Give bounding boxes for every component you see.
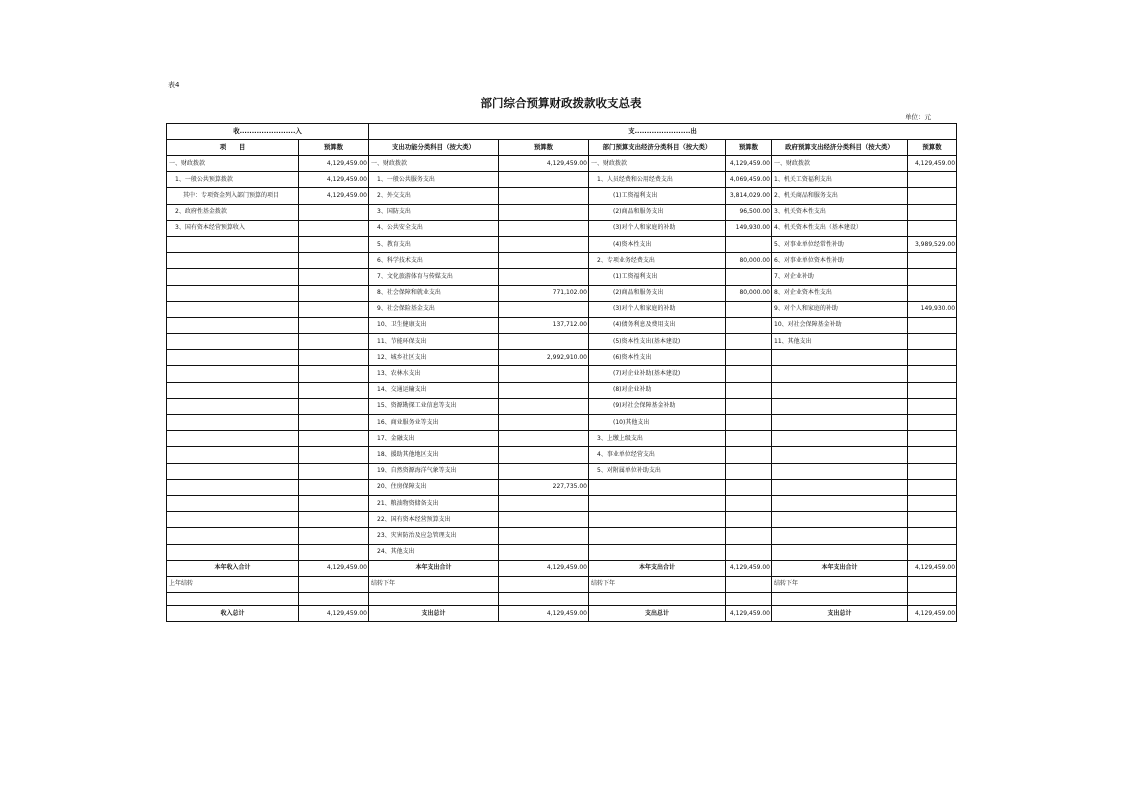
table-row — [167, 236, 957, 252]
gov-econ-item-cell — [772, 431, 908, 447]
dept-econ-item-cell: (2)商品和服务支出 — [589, 204, 726, 220]
dept-econ-item-cell — [589, 512, 726, 528]
income-item-cell — [167, 334, 299, 350]
dept-econ-item-cell: (5)资本性支出(基本建设) — [589, 334, 726, 350]
column-header-row — [167, 140, 957, 156]
dept-econ-amount-cell: 4,129,459.00 — [726, 156, 772, 172]
col-item-header: 项 目 — [167, 140, 299, 156]
gov-econ-amount-cell — [908, 253, 957, 269]
gov-econ-item-cell: 一、财政拨款 — [772, 156, 908, 172]
dept-grand-value: 4,129,459.00 — [726, 606, 772, 622]
func-amount-cell — [499, 398, 589, 414]
func-item-cell: 22、国有资本经营预算支出 — [369, 512, 499, 528]
func-amount-cell: 227,735.00 — [499, 479, 589, 495]
dept-econ-amount-cell: 149,930.00 — [726, 220, 772, 236]
func-amount-cell: 4,129,459.00 — [499, 156, 589, 172]
income-grand-value: 4,129,459.00 — [299, 606, 369, 622]
gov-econ-amount-cell — [908, 334, 957, 350]
income-item-cell — [167, 415, 299, 431]
dept-econ-amount-cell — [726, 366, 772, 382]
gov-econ-amount-cell — [908, 398, 957, 414]
annual-total-row — [167, 560, 957, 576]
expense-grand-label: 支出总计 — [772, 606, 908, 622]
func-amount-cell — [499, 204, 589, 220]
gov-econ-item-cell: 2、机关商品和服务支出 — [772, 188, 908, 204]
income-item-cell — [167, 285, 299, 301]
col-amount-header: 预算数 — [908, 140, 957, 156]
gov-econ-amount-cell — [908, 495, 957, 511]
income-item-cell — [167, 512, 299, 528]
gov-econ-item-cell — [772, 479, 908, 495]
income-amount-cell — [299, 463, 369, 479]
table-row — [167, 204, 957, 220]
table-row — [167, 269, 957, 285]
dept-econ-amount-cell — [726, 415, 772, 431]
table-row — [167, 301, 957, 317]
income-item-cell: 3、国有资本经营预算收入 — [167, 220, 299, 236]
func-amount-cell — [499, 301, 589, 317]
carry-out-label: 结转下年 — [772, 576, 908, 592]
func-item-cell: 一、财政拨款 — [369, 156, 499, 172]
income-item-cell: 其中：专项资金列入部门预算的项目 — [167, 188, 299, 204]
dept-econ-amount-cell — [726, 269, 772, 285]
expense-total-label: 本年支出合计 — [772, 560, 908, 576]
gov-econ-item-cell: 5、对事业单位经常性补助 — [772, 236, 908, 252]
gov-econ-amount-cell — [908, 204, 957, 220]
gov-econ-item-cell — [772, 366, 908, 382]
dept-econ-amount-cell — [726, 350, 772, 366]
income-item-cell — [167, 544, 299, 560]
income-item-cell — [167, 366, 299, 382]
gov-econ-amount-cell — [908, 188, 957, 204]
income-item-cell — [167, 317, 299, 333]
gov-econ-amount-cell: 4,129,459.00 — [908, 156, 957, 172]
func-item-cell: 10、卫生健康支出 — [369, 317, 499, 333]
dept-econ-item-cell: (4)资本性支出 — [589, 236, 726, 252]
dept-econ-amount-cell — [726, 334, 772, 350]
carry-out-value — [726, 576, 772, 592]
income-amount-cell — [299, 479, 369, 495]
income-amount-cell — [299, 334, 369, 350]
dept-econ-amount-cell — [726, 382, 772, 398]
col-gov-econ-header: 政府预算支出经济分类科目（按大类） — [772, 140, 908, 156]
func-amount-cell: 2,992,910.00 — [499, 350, 589, 366]
carry-in-label: 上年结转 — [167, 576, 299, 592]
func-amount-cell — [499, 431, 589, 447]
expense-header: 支.......................出 — [369, 124, 957, 140]
carry-in-value — [299, 576, 369, 592]
income-amount-cell — [299, 317, 369, 333]
gov-econ-item-cell: 3、机关资本性支出 — [772, 204, 908, 220]
func-item-cell: 24、其他支出 — [369, 544, 499, 560]
dept-econ-amount-cell — [726, 301, 772, 317]
gov-econ-item-cell — [772, 447, 908, 463]
dept-econ-item-cell: (4)债务利息及费用支出 — [589, 317, 726, 333]
spacer-row — [167, 593, 957, 606]
income-item-cell — [167, 479, 299, 495]
gov-econ-item-cell: 9、对个人和家庭的补助 — [772, 301, 908, 317]
income-item-cell — [167, 447, 299, 463]
income-amount-cell — [299, 285, 369, 301]
gov-econ-item-cell: 4、机关资本性支出（基本建设） — [772, 220, 908, 236]
dept-econ-item-cell: 1、人员经费和公用经费支出 — [589, 172, 726, 188]
func-item-cell: 15、资源勘探工业信息等支出 — [369, 398, 499, 414]
gov-econ-amount-cell — [908, 447, 957, 463]
func-item-cell: 1、一般公共服务支出 — [369, 172, 499, 188]
income-amount-cell — [299, 528, 369, 544]
income-amount-cell — [299, 431, 369, 447]
dept-econ-item-cell: (3)对个人和家庭的补助 — [589, 301, 726, 317]
func-item-cell: 7、文化旅游体育与传媒支出 — [369, 269, 499, 285]
dept-econ-item-cell — [589, 495, 726, 511]
table-number: 表4 — [168, 81, 180, 89]
gov-econ-amount-cell — [908, 479, 957, 495]
dept-econ-item-cell: 一、财政拨款 — [589, 156, 726, 172]
income-item-cell — [167, 398, 299, 414]
func-amount-cell — [499, 172, 589, 188]
gov-econ-amount-cell — [908, 512, 957, 528]
col-dept-econ-header: 部门预算支出经济分类科目（按大类） — [589, 140, 726, 156]
gov-econ-item-cell — [772, 528, 908, 544]
table-row — [167, 382, 957, 398]
income-item-cell — [167, 431, 299, 447]
income-item-cell — [167, 269, 299, 285]
table-row — [167, 285, 957, 301]
income-amount-cell — [299, 382, 369, 398]
func-item-cell: 9、社会保险基金支出 — [369, 301, 499, 317]
gov-econ-amount-cell — [908, 366, 957, 382]
dept-econ-item-cell: (7)对企业补助(基本建设) — [589, 366, 726, 382]
gov-econ-item-cell — [772, 512, 908, 528]
dept-econ-item-cell: (9)对社会保障基金补助 — [589, 398, 726, 414]
income-grand-label: 收入总计 — [167, 606, 299, 622]
table-row — [167, 253, 957, 269]
table-row — [167, 495, 957, 511]
table-row — [167, 188, 957, 204]
carry-out-value — [499, 576, 589, 592]
dept-econ-amount-cell — [726, 317, 772, 333]
income-amount-cell — [299, 366, 369, 382]
func-amount-cell — [499, 512, 589, 528]
income-amount-cell — [299, 350, 369, 366]
gov-econ-amount-cell: 149,930.00 — [908, 301, 957, 317]
expense-total-label: 本年支出合计 — [369, 560, 499, 576]
income-amount-cell — [299, 253, 369, 269]
dept-econ-amount-cell: 4,069,459.00 — [726, 172, 772, 188]
gov-econ-amount-cell — [908, 528, 957, 544]
income-amount-cell — [299, 398, 369, 414]
gov-econ-item-cell — [772, 544, 908, 560]
func-item-cell: 6、科学技术支出 — [369, 253, 499, 269]
table-row — [167, 220, 957, 236]
func-amount-cell — [499, 366, 589, 382]
table-row — [167, 447, 957, 463]
income-total-label: 本年收入合计 — [167, 560, 299, 576]
income-item-cell — [167, 253, 299, 269]
income-item-cell — [167, 528, 299, 544]
dept-econ-item-cell: (2)商品和服务支出 — [589, 285, 726, 301]
income-amount-cell — [299, 301, 369, 317]
func-amount-cell — [499, 253, 589, 269]
income-item-cell — [167, 350, 299, 366]
expense-grand-label: 支出总计 — [369, 606, 499, 622]
gov-econ-amount-cell — [908, 544, 957, 560]
func-amount-cell — [499, 544, 589, 560]
gov-econ-item-cell — [772, 463, 908, 479]
expense-grand-label: 支出总计 — [589, 606, 726, 622]
dept-econ-amount-cell — [726, 528, 772, 544]
income-amount-cell — [299, 544, 369, 560]
func-amount-cell — [499, 220, 589, 236]
income-item-cell: 2、政府性基金拨款 — [167, 204, 299, 220]
dept-econ-item-cell: 5、对附属单位补助支出 — [589, 463, 726, 479]
func-item-cell: 11、节能环保支出 — [369, 334, 499, 350]
income-amount-cell — [299, 220, 369, 236]
income-item-cell: 一、财政拨款 — [167, 156, 299, 172]
table-row — [167, 544, 957, 560]
carry-out-value — [908, 576, 957, 592]
dept-econ-amount-cell — [726, 431, 772, 447]
income-header: 收.......................入 — [167, 124, 369, 140]
carry-out-label: 结转下年 — [589, 576, 726, 592]
col-amount-header: 预算数 — [299, 140, 369, 156]
gov-econ-amount-cell — [908, 463, 957, 479]
dept-econ-amount-cell — [726, 495, 772, 511]
func-item-cell: 13、农林水支出 — [369, 366, 499, 382]
func-amount-cell — [499, 269, 589, 285]
gov-econ-item-cell — [772, 398, 908, 414]
func-item-cell: 5、教育支出 — [369, 236, 499, 252]
gov-econ-item-cell — [772, 415, 908, 431]
dept-econ-item-cell: 4、事业单位经营支出 — [589, 447, 726, 463]
income-amount-cell — [299, 236, 369, 252]
dept-econ-amount-cell — [726, 463, 772, 479]
dept-econ-amount-cell: 80,000.00 — [726, 253, 772, 269]
func-item-cell: 23、灾害防治及应急管理支出 — [369, 528, 499, 544]
gov-econ-item-cell — [772, 350, 908, 366]
func-item-cell: 4、公共安全支出 — [369, 220, 499, 236]
carry-out-label: 结转下年 — [369, 576, 499, 592]
table-row — [167, 463, 957, 479]
func-item-cell: 16、商业服务业等支出 — [369, 415, 499, 431]
income-amount-cell: 4,129,459.00 — [299, 172, 369, 188]
func-amount-cell — [499, 495, 589, 511]
col-amount-header: 预算数 — [499, 140, 589, 156]
gov-econ-amount-cell — [908, 382, 957, 398]
dept-econ-amount-cell — [726, 544, 772, 560]
dept-econ-item-cell: 2、专项业务经费支出 — [589, 253, 726, 269]
table-row — [167, 479, 957, 495]
income-item-cell — [167, 495, 299, 511]
gov-econ-item-cell: 10、对社会保障基金补助 — [772, 317, 908, 333]
table-row — [167, 172, 957, 188]
gov-econ-item-cell: 11、其他支出 — [772, 334, 908, 350]
income-amount-cell: 4,129,459.00 — [299, 156, 369, 172]
func-grand-value: 4,129,459.00 — [499, 606, 589, 622]
func-item-cell: 19、自然资源海洋气象等支出 — [369, 463, 499, 479]
func-amount-cell — [499, 188, 589, 204]
income-amount-cell — [299, 495, 369, 511]
gov-econ-item-cell — [772, 382, 908, 398]
dept-econ-amount-cell: 96,500.00 — [726, 204, 772, 220]
dept-econ-amount-cell — [726, 479, 772, 495]
func-item-cell: 18、援助其他地区支出 — [369, 447, 499, 463]
gov-econ-amount-cell — [908, 350, 957, 366]
func-amount-cell — [499, 415, 589, 431]
func-amount-cell: 137,712.00 — [499, 317, 589, 333]
page-title: 部门综合预算财政拨款收支总表 — [480, 96, 642, 110]
func-item-cell: 17、金融支出 — [369, 431, 499, 447]
income-amount-cell — [299, 415, 369, 431]
gov-econ-item-cell: 8、对企业资本性支出 — [772, 285, 908, 301]
table-row — [167, 350, 957, 366]
func-item-cell: 20、住房保障支出 — [369, 479, 499, 495]
dept-econ-item-cell: 3、上缴上级支出 — [589, 431, 726, 447]
table-row — [167, 156, 957, 172]
income-item-cell — [167, 382, 299, 398]
income-amount-cell — [299, 269, 369, 285]
func-amount-cell — [499, 528, 589, 544]
dept-econ-item-cell — [589, 528, 726, 544]
func-amount-cell — [499, 447, 589, 463]
category-header-row — [167, 124, 957, 140]
func-amount-cell — [499, 463, 589, 479]
dept-econ-amount-cell — [726, 398, 772, 414]
table-row — [167, 528, 957, 544]
dept-econ-item-cell: (1)工资福利支出 — [589, 269, 726, 285]
dept-econ-item-cell — [589, 479, 726, 495]
table-row — [167, 415, 957, 431]
func-item-cell: 3、国防支出 — [369, 204, 499, 220]
func-amount-cell — [499, 382, 589, 398]
income-item-cell: 1、一般公共预算拨款 — [167, 172, 299, 188]
income-item-cell — [167, 463, 299, 479]
table-row — [167, 317, 957, 333]
table-row — [167, 334, 957, 350]
dept-econ-amount-cell — [726, 447, 772, 463]
unit-label: 单位：元 — [905, 113, 931, 121]
dept-econ-amount-cell: 3,814,029.00 — [726, 188, 772, 204]
col-amount-header: 预算数 — [726, 140, 772, 156]
grand-total-row — [167, 606, 957, 622]
table-row — [167, 366, 957, 382]
gov-econ-amount-cell — [908, 431, 957, 447]
dept-econ-item-cell — [589, 544, 726, 560]
func-item-cell: 8、社会保障和就业支出 — [369, 285, 499, 301]
func-item-cell: 12、城乡社区支出 — [369, 350, 499, 366]
dept-econ-item-cell: (3)对个人和家庭的补助 — [589, 220, 726, 236]
income-amount-cell — [299, 512, 369, 528]
func-total-value: 4,129,459.00 — [499, 560, 589, 576]
income-amount-cell — [299, 447, 369, 463]
dept-econ-item-cell: (1)工资福利支出 — [589, 188, 726, 204]
table-row — [167, 512, 957, 528]
dept-econ-amount-cell — [726, 512, 772, 528]
dept-total-value: 4,129,459.00 — [726, 560, 772, 576]
income-total-value: 4,129,459.00 — [299, 560, 369, 576]
table-row — [167, 431, 957, 447]
income-amount-cell — [299, 204, 369, 220]
gov-econ-amount-cell — [908, 220, 957, 236]
gov-econ-item-cell: 1、机关工资福利支出 — [772, 172, 908, 188]
func-amount-cell — [499, 236, 589, 252]
table-row — [167, 398, 957, 414]
gov-econ-item-cell: 7、对企业补助 — [772, 269, 908, 285]
gov-econ-amount-cell — [908, 285, 957, 301]
budget-table — [166, 123, 957, 622]
gov-econ-item-cell: 6、对事业单位资本性补助 — [772, 253, 908, 269]
gov-total-value: 4,129,459.00 — [908, 560, 957, 576]
dept-econ-item-cell: (6)资本性支出 — [589, 350, 726, 366]
col-func-header: 支出功能分类科目（按大类） — [369, 140, 499, 156]
func-amount-cell: 771,102.00 — [499, 285, 589, 301]
gov-econ-amount-cell — [908, 317, 957, 333]
expense-total-label: 本年支出合计 — [589, 560, 726, 576]
func-amount-cell — [499, 334, 589, 350]
gov-econ-amount-cell — [908, 269, 957, 285]
income-item-cell — [167, 236, 299, 252]
func-item-cell: 2、外交支出 — [369, 188, 499, 204]
gov-econ-item-cell — [772, 495, 908, 511]
func-item-cell: 21、粮油物资储备支出 — [369, 495, 499, 511]
income-item-cell — [167, 301, 299, 317]
carry-row — [167, 576, 957, 592]
gov-econ-amount-cell — [908, 172, 957, 188]
gov-econ-amount-cell: 3,989,529.00 — [908, 236, 957, 252]
gov-grand-value: 4,129,459.00 — [908, 606, 957, 622]
dept-econ-item-cell: (8)对企业补助 — [589, 382, 726, 398]
dept-econ-amount-cell: 80,000.00 — [726, 285, 772, 301]
income-amount-cell: 4,129,459.00 — [299, 188, 369, 204]
dept-econ-amount-cell — [726, 236, 772, 252]
func-item-cell: 14、交通运输支出 — [369, 382, 499, 398]
dept-econ-item-cell: (10)其他支出 — [589, 415, 726, 431]
gov-econ-amount-cell — [908, 415, 957, 431]
